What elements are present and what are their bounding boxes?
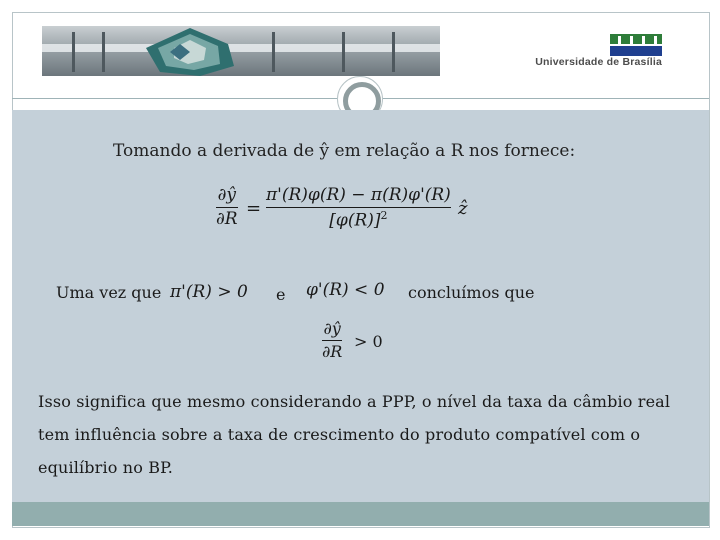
rhs-numerator: π'(R)φ(R) − π(R)φ'(R) <box>266 185 451 205</box>
conclusion-prefix: concluímos que <box>408 283 535 302</box>
unb-logo-icon <box>610 34 662 56</box>
explanation-paragraph: Isso significa que mesmo considerando a PPP, o nível da taxa da câmbio real tem influência sobre a taxa de crescimento do produto compatível com o equilíbrio no BP. <box>38 392 671 477</box>
result-relation: > 0 <box>354 332 383 351</box>
banner-photo <box>42 26 440 76</box>
condition-prefix: Uma vez que <box>56 283 162 302</box>
result-numerator: ∂ŷ <box>323 319 341 338</box>
connector-e: e <box>276 285 286 304</box>
condition-two: φ'(R) < 0 <box>306 280 385 300</box>
lhs-denominator: ∂R <box>216 208 238 229</box>
condition-one: π'(R) > 0 <box>170 282 248 302</box>
intro-text: Tomando a derivada de ŷ em relação a R nos fornece: <box>113 141 576 161</box>
geometric-emblem-icon <box>130 26 250 76</box>
z-hat: ẑ <box>458 198 468 219</box>
university-name: Universidade de Brasília <box>535 56 662 68</box>
footer-bar <box>12 502 709 526</box>
equals-sign: = <box>246 198 262 219</box>
result-fraction <box>322 320 342 360</box>
equation-rhs <box>266 186 451 230</box>
equation-lhs <box>216 186 238 228</box>
result-denominator: ∂R <box>322 341 343 361</box>
lhs-numerator: ∂ŷ <box>217 185 236 205</box>
header-banner <box>42 26 662 76</box>
rhs-exponent: 2 <box>380 208 388 222</box>
rhs-denominator: $[\varphi(R)]^2$ <box>329 208 388 231</box>
